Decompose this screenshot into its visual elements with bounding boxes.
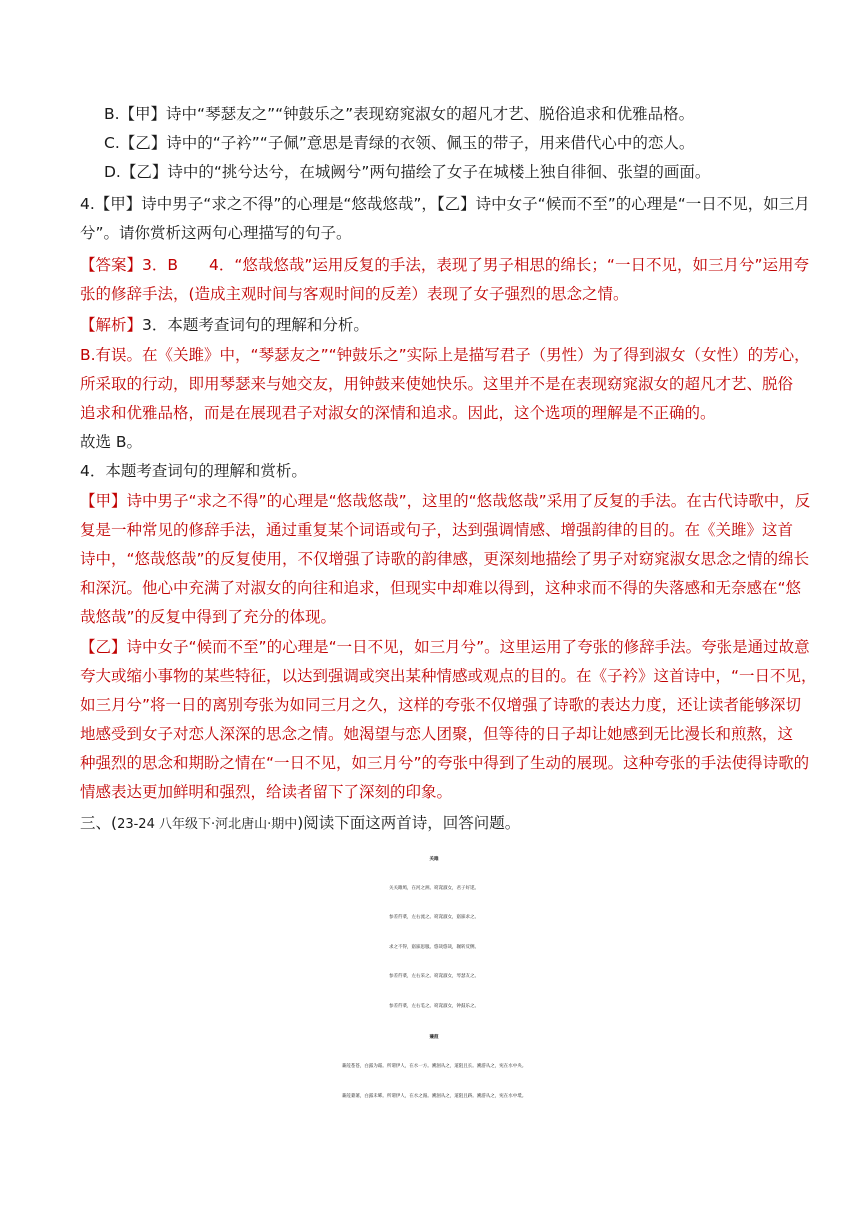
- analysis-jia-line-5: 哉悠哉”的反复中得到了充分的体现。: [80, 608, 337, 626]
- poem-1-line-2: 参差荇菜，左右流之。窈窕淑女，寤寐求之。: [389, 915, 479, 920]
- answer-line-1: [80, 254, 809, 276]
- answer-line-2: 张的修辞手法，(造成主观时间与客观时间的反差）表现了女子强烈的思念之情。: [80, 285, 629, 303]
- analysis-yi-line-2: 夸大或缩小事物的某些特征，以达到强调或突出某种情感或观点的目的。在《子衿》这首诗中，“一日不见，: [80, 667, 817, 685]
- yi-tag: 【乙】: [80, 638, 127, 656]
- analysis-yi-line-5: 种强烈的思念和期盼之情在“一日不见，如三月兮”的夸张中得到了生动的展现。这种夸张的手法使得诗歌的: [80, 754, 810, 772]
- question-4-line-2: 兮”。请你赏析这两句心理描写的句子。: [80, 224, 352, 242]
- poem-2-title: 蒹葭: [429, 1035, 439, 1040]
- analysis-p1-line-2: 所采取的行动，即用琴瑟来与她交友，用钟鼓来使她快乐。这里并不是在表现窈窕淑女的超凡才艺、脱俗: [80, 375, 794, 393]
- analysis-yi-line-3: 如三月兮”将一日的离别夸张为如同三月之久，这样的夸张不仅增强了诗歌的表达力度，还让读者能够深切: [80, 696, 802, 714]
- analysis-yi-line-6: 情感表达更加鲜明和强烈，给读者留下了深刻的印象。: [80, 783, 453, 801]
- jia-text-1: 诗中男子“求之不得”的心理是“悠哉悠哉”，这里的“悠哉悠哉”采用了反复的手法。在古代诗歌中，反: [126, 492, 811, 510]
- analysis-intro: 3．本题考查词句的理解和分析。: [142, 316, 369, 334]
- answer-text-1: 3．B 4．“悠哉悠哉”运用反复的手法，表现了男子相思的绵长；“一日不见，如三月兮”运用夸: [142, 256, 809, 274]
- section-3-source: 23-24 八年级下·河北唐山·期中: [117, 817, 298, 832]
- yi-text-1: 诗中女子“候而不至”的心理是“一日不见，如三月兮”。这里运用了夸张的修辞手法。夸张是通过故意: [126, 638, 810, 656]
- analysis-header: [80, 314, 369, 336]
- poem-1-title: 关雎: [429, 857, 439, 862]
- analysis-jia-line-1: [80, 490, 810, 512]
- section-3-suffix: )阅读下面这两首诗，回答问题。: [297, 814, 521, 832]
- poem-1-line-5: 参差荇菜，左右芼之。窈窕淑女，钟鼓乐之。: [389, 1004, 479, 1009]
- jia-tag: 【甲】: [80, 492, 127, 510]
- analysis-tag: 【解析】: [80, 316, 143, 334]
- poem-1-line-4: 参差荇菜，左右采之。窈窕淑女，琴瑟友之。: [389, 974, 479, 979]
- analysis-jia-line-4: 和深沉。他心中充满了对淑女的向往和追求，但现实中却难以得到，这种求而不得的失落感和无奈感在“悠: [80, 579, 802, 597]
- analysis-q4-intro: 4．本题考查词句的理解和赏析。: [80, 462, 307, 480]
- option-b: B.【甲】诗中“琴瑟友之”“钟鼓乐之”表现窈窕淑女的超凡才艺、脱俗追求和优雅品格。: [104, 105, 695, 123]
- option-d: D.【乙】诗中的“挑兮达兮，在城阙兮”两句描绘了女子在城楼上独自徘徊、张望的画面。: [104, 163, 711, 181]
- section-3-heading: [80, 812, 520, 836]
- analysis-choice: 故选 B。: [80, 433, 143, 451]
- poem-2-line-2: 蒹葭萋萋，白露未晞。所谓伊人，在水之湄。溯洄从之，道阻且跻。溯游从之，宛在水中坻。: [341, 1094, 527, 1099]
- analysis-p1-line-1: B.有误。在《关雎》中，“琴瑟友之”“钟鼓乐之”实际上是描写君子（男性）为了得到淑女（女性）的芳心，: [80, 346, 810, 364]
- analysis-p1-line-3: 追求和优雅品格，而是在展现君子对淑女的深情和追求。因此，这个选项的理解是不正确的。: [80, 404, 716, 422]
- analysis-yi-line-1: [80, 636, 810, 658]
- section-3-prefix: 三、(: [80, 814, 118, 832]
- analysis-jia-line-2: 复是一种常见的修辞手法，通过重复某个词语或句子，达到强调情感、增强韵律的目的。在《关雎》这首: [80, 521, 794, 539]
- poem-1-line-3: 求之不得，寤寐思服。悠哉悠哉，辗转反侧。: [389, 945, 479, 950]
- answer-tag: 【答案】: [80, 256, 143, 274]
- poem-1-line-1: 关关雎鸠，在河之洲。窈窕淑女，君子好逑。: [389, 886, 479, 891]
- poem-2-line-1: 蒹葭苍苍，白露为霜。所谓伊人，在水一方。溯洄从之，道阻且长。溯游从之，宛在水中央。: [341, 1064, 527, 1069]
- option-c: C.【乙】诗中的“子衿”“子佩”意思是青绿的衣领、佩玉的带子，用来借代心中的恋人。: [104, 134, 695, 152]
- question-4-line-1: 4.【甲】诗中男子“求之不得”的心理是“悠哉悠哉”，【乙】诗中女子“候而不至”的心理是“一日不见，如三月: [80, 195, 810, 213]
- analysis-yi-line-4: 地感受到女子对恋人深深的思念之情。她渴望与恋人团聚，但等待的日子却让她感到无比漫长和煎熬，这: [80, 725, 794, 743]
- analysis-jia-line-3: 诗中，“悠哉悠哉”的反复使用，不仅增强了诗歌的韵律感，更深刻地描绘了男子对窈窕淑女思念之情的绵长: [80, 550, 810, 568]
